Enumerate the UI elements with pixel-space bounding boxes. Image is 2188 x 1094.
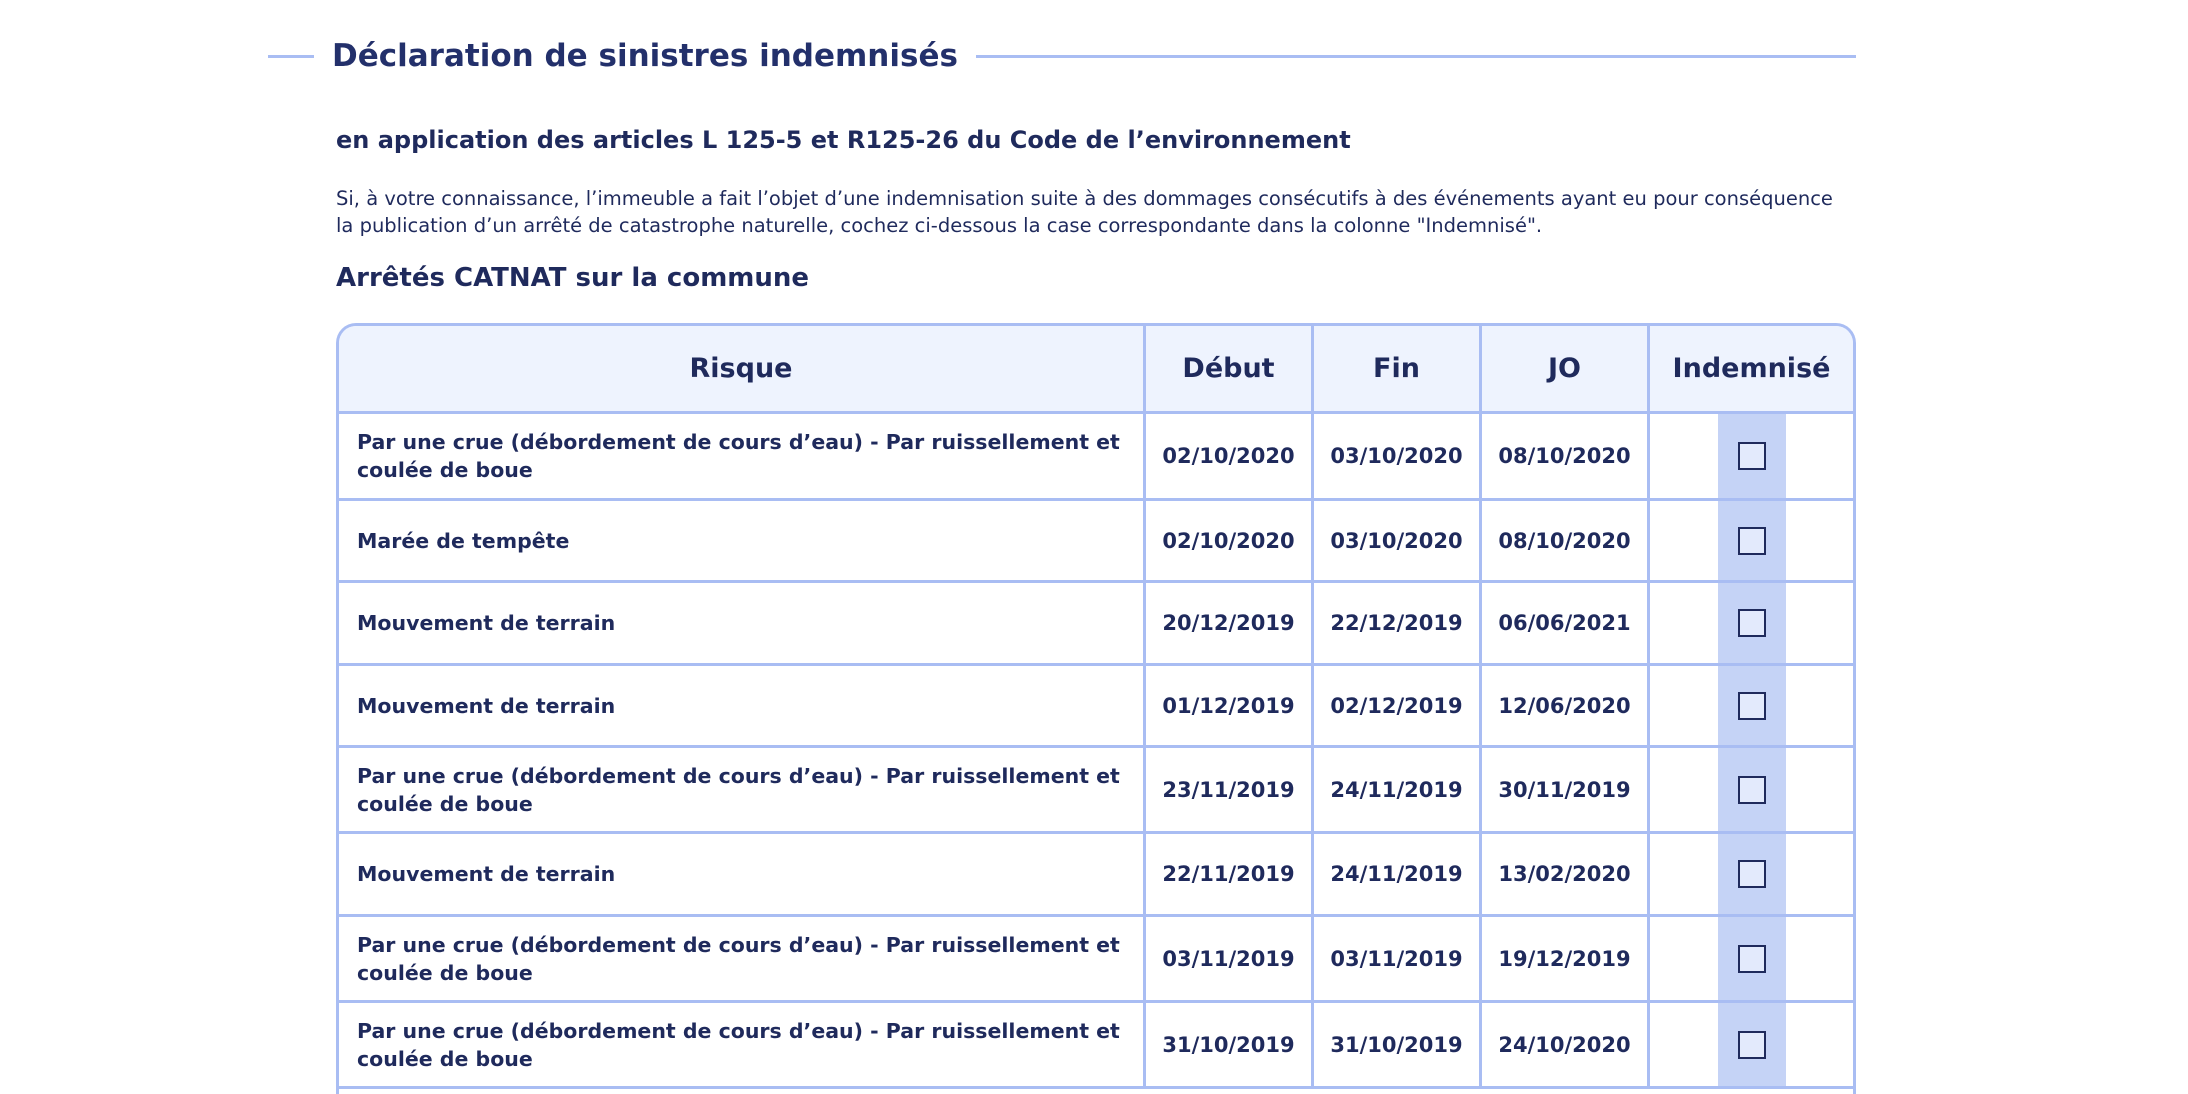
- cell-fin: 03/10/2020: [1314, 501, 1482, 580]
- table-title: Arrêtés CATNAT sur la commune: [336, 263, 810, 293]
- cell-fin: 24/11/2019: [1314, 748, 1482, 831]
- catnat-table: [336, 323, 1856, 1094]
- table-row: [339, 414, 1853, 501]
- cell-jo: 08/10/2020: [1482, 414, 1650, 498]
- cell-fin: 31/10/2019: [1314, 1003, 1482, 1086]
- cell-fin: 02/12/2019: [1314, 666, 1482, 745]
- cell-fin: 03/11/2019: [1314, 917, 1482, 1000]
- indemnise-checkbox[interactable]: [1738, 609, 1766, 637]
- indemnise-checkbox[interactable]: [1738, 945, 1766, 973]
- cell-debut: 20/12/2019: [1146, 583, 1314, 663]
- cell-jo: 06/06/2021: [1482, 583, 1650, 663]
- cell-jo: 13/02/2020: [1482, 834, 1650, 914]
- table-row: [339, 501, 1853, 583]
- table-row: [339, 1003, 1853, 1089]
- section-header: [268, 30, 1856, 82]
- legal-subtitle: en application des articles L 125-5 et R125-26 du Code de l’environnement: [336, 126, 1351, 154]
- indemnise-checkbox[interactable]: [1738, 1031, 1766, 1059]
- cell-debut: 03/11/2019: [1146, 917, 1314, 1000]
- cell-indemnise: [1650, 1003, 1853, 1086]
- cell-risque: Mouvement de terrain: [339, 666, 1146, 745]
- cell-debut: 02/10/2020: [1146, 414, 1314, 498]
- cell-indemnise: [1650, 501, 1853, 580]
- cell-jo: 19/12/2019: [1482, 917, 1650, 1000]
- table-header-row: [339, 326, 1853, 414]
- cell-jo: 30/11/2019: [1482, 748, 1650, 831]
- header-debut: Début: [1146, 326, 1314, 411]
- cell-indemnise: [1650, 666, 1853, 745]
- cell-debut: 23/11/2019: [1146, 748, 1314, 831]
- cell-jo: 08/10/2020: [1482, 501, 1650, 580]
- section-title: Déclaration de sinistres indemnisés: [332, 38, 958, 74]
- cell-indemnise: [1650, 834, 1853, 914]
- cell-risque: Par une crue (débordement de cours d’eau) - Par ruissellement et coulée de boue: [339, 414, 1146, 498]
- cell-debut: 31/10/2019: [1146, 1003, 1314, 1086]
- cell-risque: Par une crue (débordement de cours d’eau) - Par ruissellement et coulée de boue: [339, 1003, 1146, 1086]
- cell-risque: Par une crue (débordement de cours d’eau) - Par ruissellement et coulée de boue: [339, 917, 1146, 1000]
- table-body: [339, 414, 1853, 1089]
- intro-paragraph: Si, à votre connaissance, l’immeuble a fait l’objet d’une indemnisation suite à des dommages consécutifs à des événements ayant eu pour conséquence la publication d’un arrêté de catastrophe naturelle, cochez ci-dessous la case correspondante dans la colonne "Indemnisé".: [336, 187, 1833, 237]
- table-row: [339, 834, 1853, 917]
- cell-indemnise: [1650, 583, 1853, 663]
- cell-debut: 22/11/2019: [1146, 834, 1314, 914]
- table-row: [339, 583, 1853, 666]
- table-row: [339, 748, 1853, 834]
- cell-debut: 01/12/2019: [1146, 666, 1314, 745]
- cell-risque: Marée de tempête: [339, 501, 1146, 580]
- cell-debut: 02/10/2020: [1146, 501, 1314, 580]
- table-row: [339, 666, 1853, 748]
- header-divider-left: [268, 55, 314, 58]
- header-indemnise: Indemnisé: [1672, 353, 1831, 384]
- cell-jo: 24/10/2020: [1482, 1003, 1650, 1086]
- indemnise-checkbox[interactable]: [1738, 860, 1766, 888]
- header-divider-right: [976, 55, 1856, 58]
- header-fin: Fin: [1314, 326, 1482, 411]
- cell-indemnise: [1650, 917, 1853, 1000]
- cell-risque: Mouvement de terrain: [339, 583, 1146, 663]
- table-row: [339, 917, 1853, 1003]
- cell-risque: Par une crue (débordement de cours d’eau) - Par ruissellement et coulée de boue: [339, 748, 1146, 831]
- header-risque: Risque: [339, 326, 1146, 411]
- indemnise-checkbox[interactable]: [1738, 442, 1766, 470]
- cell-risque: Mouvement de terrain: [339, 834, 1146, 914]
- cell-indemnise: [1650, 414, 1853, 498]
- indemnise-checkbox[interactable]: [1738, 692, 1766, 720]
- indemnise-checkbox[interactable]: [1738, 527, 1766, 555]
- cell-jo: 12/06/2020: [1482, 666, 1650, 745]
- cell-fin: 24/11/2019: [1314, 834, 1482, 914]
- cell-indemnise: [1650, 748, 1853, 831]
- header-jo: JO: [1482, 326, 1650, 411]
- indemnise-checkbox[interactable]: [1738, 776, 1766, 804]
- cell-fin: 22/12/2019: [1314, 583, 1482, 663]
- cell-fin: 03/10/2020: [1314, 414, 1482, 498]
